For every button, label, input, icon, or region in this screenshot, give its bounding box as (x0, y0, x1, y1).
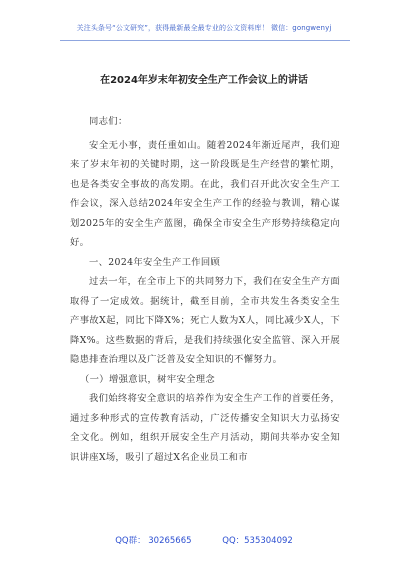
paragraph-awareness: 我们始终将安全意识的培养作为安全生产工作的首要任务，通过多种形式的宣传教育活动，广泛传播安全知识大力弘扬安全文化。例如，组织开展安全生产月活动，期间共举办安全知识讲座X场，吸引了超过X名企业员工和市 (70, 393, 340, 463)
paragraph-review: 过去一年，在全市上下的共同努力下，我们在安全生产方面取得了一定成效。据统计，截至目前，全市共发生各类安全生产事故X起，同比下降X%；死亡人数为X人，同比减少X人，下降X%。这些数据的背后，是我们持续强化安全监管、深入开展隐患排查治理以及广泛普及安全知识的不懈努力。 (70, 276, 340, 365)
section-heading-review: 一、2024年安全生产工作回顾 (89, 256, 221, 268)
document-title: 在2024年岁末年初安全生产工作会议上的讲话 (100, 75, 308, 86)
header-divider (60, 40, 350, 41)
paragraph-intro: 安全无小事，责任重如山。随着2024年渐近尾声，我们迎来了岁末年初的关键时期，这一阶段既是生产经营的繁忙期，也是各类安全事故的高发期。在此，我们召开此次安全生产工作会议，深入总结2024年安全生产工作的经验与教训，精心谋划2025年的安全生产蓝图，确保全市安全生产形势持续稳定向好。 (70, 139, 340, 248)
footer-qq: QQ：535304092 (222, 536, 293, 546)
salutation: 同志们： (89, 116, 128, 127)
document-body (70, 112, 340, 467)
footer-qq-group: QQ群： 30265665 (115, 536, 192, 546)
footer-contact (0, 534, 408, 546)
subsection-heading-awareness: （一）增强意识，树牢安全理念 (80, 373, 216, 385)
header-notice: 关注头条号“公文研究”，获得最新最全最专业的公文资料库！ 微信：gongwenyj (76, 24, 332, 32)
